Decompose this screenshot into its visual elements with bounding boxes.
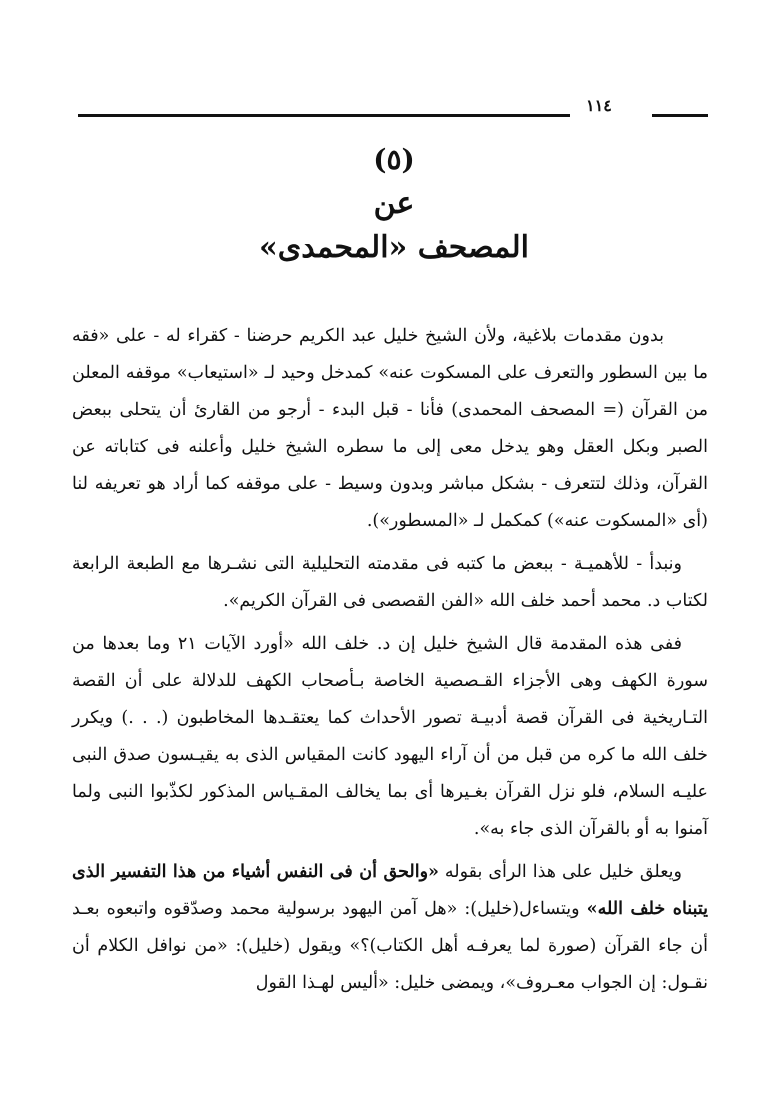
paragraph-3: ففى هذه المقدمة قال الشيخ خليل إن د. خلف الله «أورد الآيات ٢١ وما بعدها من سورة الكهف وهى الأجزاء القـصصية الخاصة بـأصحاب الكهف للدلالة على أن القصة التـاريخية فى القرآن قصة أدبيـة تصور الأحداث كما يعتقـدها المخاطبون (. . .) ويكرر خلف الله ما كره من قبل من أن آراء اليهود كانت المقياس الذى به يقيـسون صدق النبى عليـه السلام، فلو نزل القرآن بغـيرها أى بما يخالف المقـياس المذكور لكذّبوا النبى ولما آمنوا به أو بالقرآن الذى جاء به». (72, 634, 708, 839)
chapter-title-line-1: عن (373, 186, 415, 221)
page-header (78, 92, 710, 122)
paragraph-2: ونبدأ - للأهميـة - ببعض ما كتبه فى مقدمته التحليلية التى نشـرها مع الطبعة الرابعة لكتاب د. محمد أحمد خلف الله «الفن القصصى فى القرآن الكريم». (72, 554, 708, 611)
paragraph-4-intro: ويعلق خليل على هذا الرأى بقوله (438, 862, 682, 882)
paragraph-4-bold-quote: «والحق أن فى النفس أشياء من هذا التفسير الذى يتبناه خلف الله» (72, 862, 708, 919)
chapter-number: (٥) (373, 143, 415, 176)
paragraph-4-rest: ويتساءل(خليل): «هل آمن اليهود برسولية محمد وصدّقوه واتبعوه بعـد أن جاء القرآن (صورة لما يعرفـه أهل الكتاب)؟» ويقول (خليل): «من نوافل الكلام أن نقـول: إن الجواب معـروف»، ويمضى خليل: «أليس لهـذا القول (72, 899, 708, 993)
header-rule-short (652, 114, 708, 117)
paragraph-4 (72, 854, 708, 1002)
chapter-heading (78, 140, 710, 270)
paragraph-1: بدون مقدمات بلاغية، ولأن الشيخ خليل عبد الكريم حرضنا - كقراء له - على «فقه ما بين السطور والتعرف على المسكوت عنه» كمدخل وحيد لـ «استيعاب» موقفه المعلن من القرآن (= المصحف المحمدى) فأنا - قبل البدء - أرجو من القارئ أن يتحلى ببعض الصبر وبكل العقل وهو يدخل معى إلى ما سطره الشيخ خليل وأعلنه فى كتاباته عن القرآن، وذلك لتتعرف - بشكل مباشر وبدون وسيط - على موقفه كما أراد هو تعريفه لنا (أى «المسكوت عنه») كمكمل لـ «المسطور»). (72, 326, 708, 531)
body-text (72, 318, 708, 1008)
header-rule (78, 114, 570, 117)
page-number: ١١٤ (586, 96, 612, 115)
chapter-title-line-2: المصحف «المحمدى» (259, 230, 529, 265)
